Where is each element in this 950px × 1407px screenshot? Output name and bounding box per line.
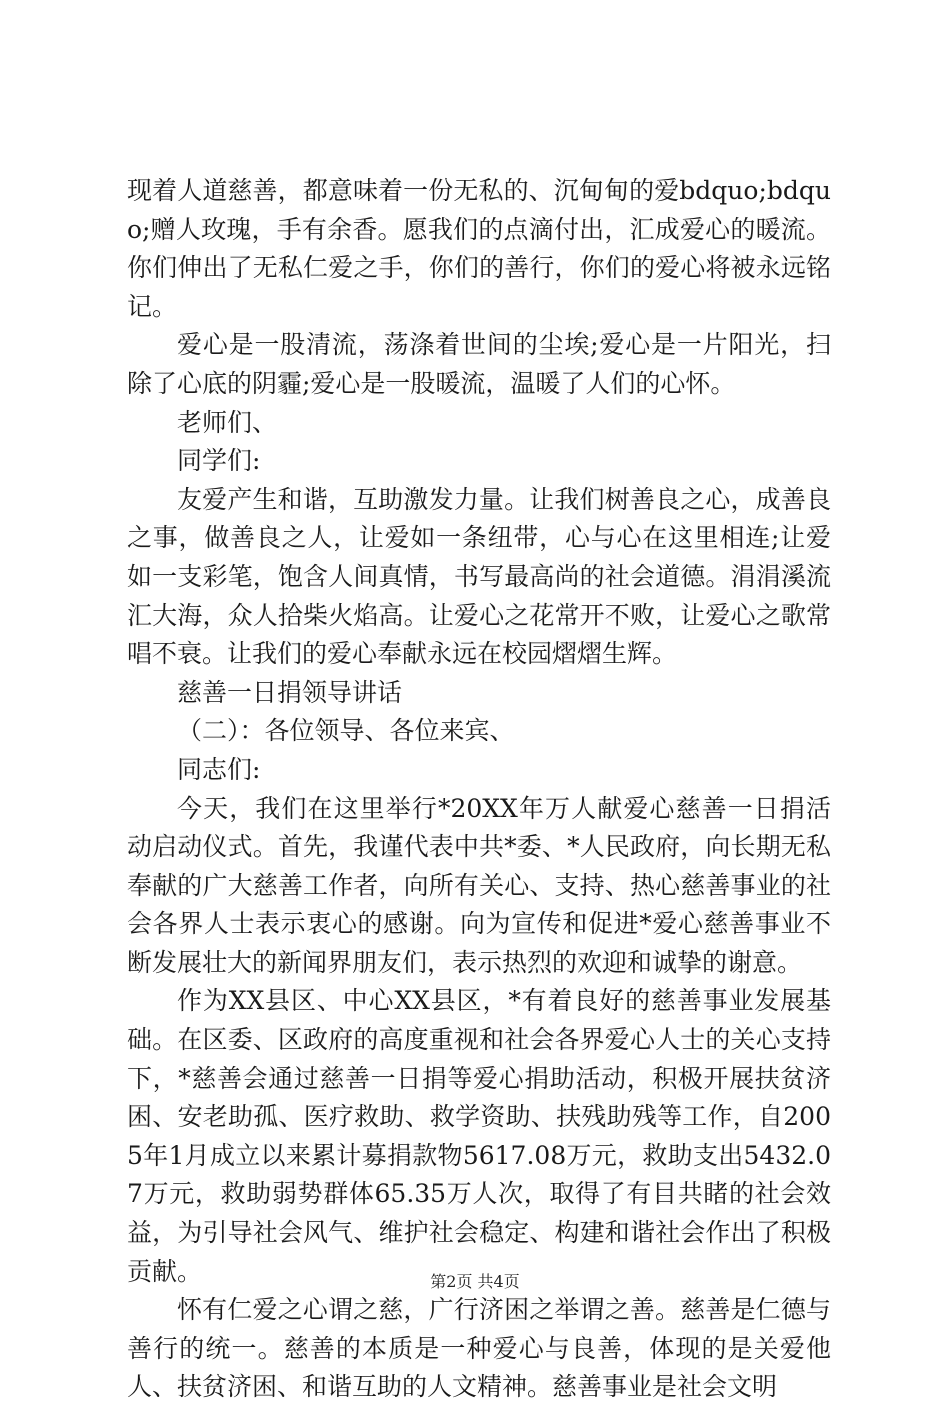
salutation-comrades: 同志们: xyxy=(177,754,261,784)
page-number-footer: 第2页 共4页 xyxy=(430,1272,520,1291)
paragraph: 现着人道慈善，都意味着一份无私的、沉甸甸的爱bdquo;bdquo;赠人玫瑰，手有余香。愿我们的点滴付出，汇成爱心的暖流。你们伸出了无私仁爱之手，你们的善行，你们的爱心将被永远铭记。 xyxy=(127,176,831,321)
section-title: 慈善一日捐领导讲话 xyxy=(177,677,403,707)
paragraph: 怀有仁爱之心谓之慈，广行济困之举谓之善。慈善是仁德与善行的统一。慈善的本质是一种爱心与良善，体现的是关爱他人、扶贫济困、和谐互助的人文精神。慈善事业是社会文明 xyxy=(127,1295,831,1402)
paragraph: 爱心是一股清流，荡涤着世间的尘埃;爱心是一片阳光，扫除了心底的阴霾;爱心是一股暖流，温暖了人们的心怀。 xyxy=(127,330,831,398)
paragraph: 今天，我们在这里举行*20XX年万人献爱心慈善一日捐活动启动仪式。首先，我谨代表中共*委、*人民政府，向长期无私奉献的广大慈善工作者，向所有关心、支持、热心慈善事业的社会各界人士表示衷心的感谢。向为宣传和促进*爱心慈善事业不断发展壮大的新闻界朋友们，表示热烈的欢迎和诚挚的谢意。 xyxy=(127,793,831,977)
paragraph: 作为XX县区、中心XX县区，*有着良好的慈善事业发展基础。在区委、区政府的高度重视和社会各界爱心人士的关心支持下，*慈善会通过慈善一日捐等爱心捐助活动，积极开展扶贫济困、安老助孤、医疗救助、救学资助、扶残助残等工作，自2005年1月成立以来累计募捐款物5617.08万元，救助支出5432.07万元，救助弱势群体65.35万人次，取得了有目共睹的社会效益，为引导社会风气、维护社会稳定、构建和谐社会作出了积极贡献。 xyxy=(127,986,831,1286)
salutation-students: 同学们: xyxy=(177,446,261,476)
salutation-leaders: （二）：各位领导、各位来宾、 xyxy=(177,716,515,746)
document-body xyxy=(127,172,831,1407)
paragraph: 友爱产生和谐，互助激发力量。让我们树善良之心，成善良之事，做善良之人，让爱如一条纽带，心与心在这里相连;让爱如一支彩笔，饱含人间真情，书写最高尚的社会道德。涓涓溪流汇大海，众人拾柴火焰高。让爱心之花常开不败，让爱心之歌常唱不衰。让我们的爱心奉献永远在校园熠熠生辉。 xyxy=(127,484,831,669)
salutation-teachers: 老师们、 xyxy=(177,407,278,437)
